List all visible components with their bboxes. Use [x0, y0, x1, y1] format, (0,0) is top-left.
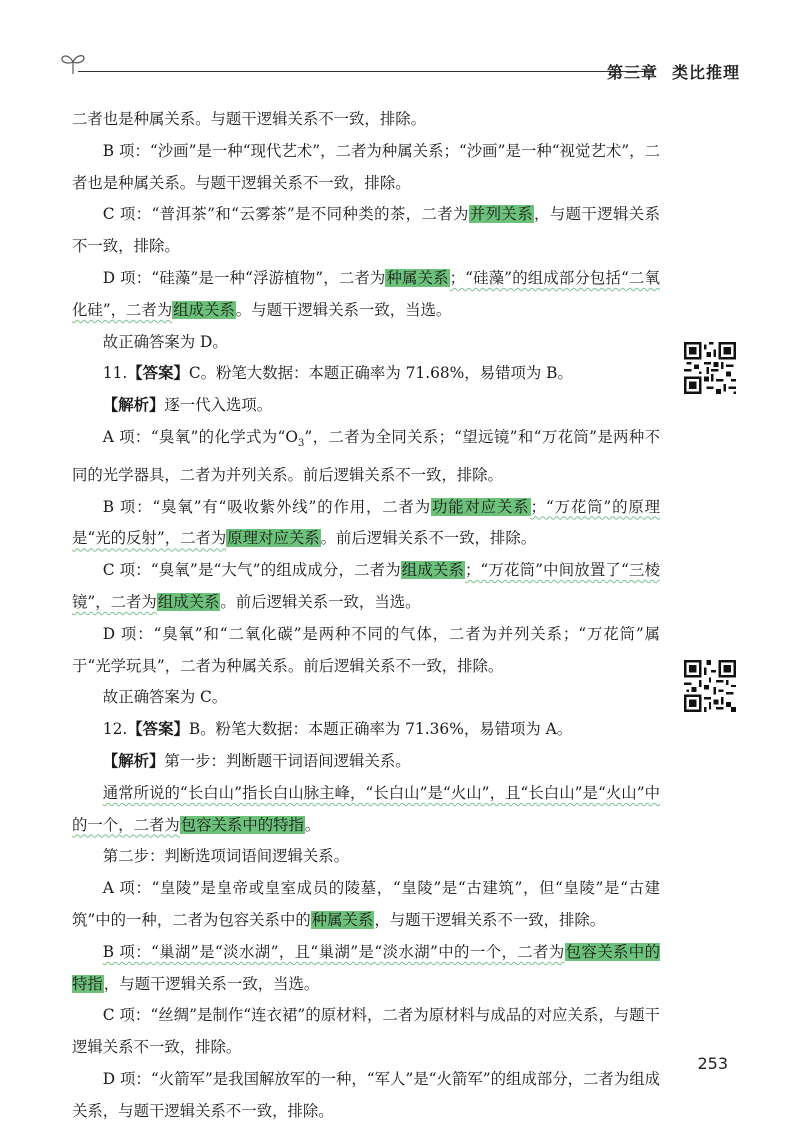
paragraph: C 项：“丝绸”是制作“连衣裙”的原材料，二者为原材料与成品的对应关系，与题干逻辑关系不一致，排除。: [72, 1006, 660, 1057]
highlight: 组成关系: [401, 561, 465, 580]
paragraph: 通常所说的“长白山”指长白山脉主峰，“长白山”是“火山”，且“长白山”是“火山”中的一个，二者为包容关系中的特指。: [72, 783, 660, 834]
page-number: 253: [697, 1054, 728, 1073]
paragraph: B 项：“沙画”是一种“现代艺术”，二者为种属关系；“沙画”是一种“视觉艺术”，二者也是种属关系。与题干逻辑关系不一致，排除。: [72, 141, 660, 192]
highlight: 功能对应关系: [432, 497, 530, 516]
answer-line: 12.【答案】B。粉笔大数据：本题正确率为 71.36%，易错项为 A。: [102, 720, 573, 739]
highlight: 原理对应关系: [227, 529, 320, 548]
paragraph: D 项：“臭氧”和“二氧化碳”是两种不同的气体，二者为并列关系；“万花筒”属于“光学玩具”，二者为种属关系。前后逻辑关系不一致，排除。: [72, 624, 660, 675]
paragraph: B 项：“巢湖”是“淡水湖”，且“巢湖”是“淡水湖”中的一个，二者为包容关系中的特指，与题干逻辑关系一致，当选。: [72, 942, 660, 993]
analysis-label: 【解析】: [102, 396, 165, 415]
paragraph: C 项：“臭氧”是“大气”的组成成分，二者为组成关系；“万花筒”中间放置了“三棱镜”，二者为组成关系。前后逻辑关系一致，当选。: [72, 561, 660, 612]
answer-line: 11.【答案】C。粉笔大数据：本题正确率为 71.68%，易错项为 B。: [102, 364, 573, 383]
highlight: 种属关系: [311, 911, 374, 929]
highlight: 并列关系: [469, 205, 534, 224]
paragraph: 第二步：判断选项词语间逻辑关系。: [102, 847, 350, 866]
answer-label: 【答案】: [127, 720, 189, 739]
chapter-name: 类比推理: [671, 63, 740, 82]
paragraph: A 项：“皇陵”是皇帝或皇室成员的陵墓，“皇陵”是“古建筑”，但“皇陵”是“古建筑”中的一种，二者为包容关系中的种属关系，与题干逻辑关系不一致，排除。: [72, 879, 660, 929]
sprout-icon: [60, 50, 86, 76]
paragraph: C 项：“普洱茶”和“云雾茶”是不同种类的茶，二者为并列关系，与题干逻辑关系不一致，排除。: [72, 205, 660, 256]
analysis-line: 【解析】逐一代入选项。: [102, 396, 273, 415]
paragraph: D 项：“火箭军”是我国解放军的一种，“军人”是“火箭军”的组成部分，二者为组成关系，与题干逻辑关系不一致，排除。: [72, 1069, 660, 1120]
highlight: 包容关系中的特指: [72, 942, 660, 993]
paragraph: 二者也是种属关系。与题干逻辑关系不一致，排除。: [72, 110, 426, 128]
highlight: 种属关系: [386, 268, 449, 287]
paragraph: A 项：“臭氧”的化学式为“$O_3$”，二者为全同关系；“望远镜”和“万花筒”是两种不同的光学器具，二者为并列关系。前后逻辑关系不一致，排除。: [72, 427, 661, 484]
chapter-title: [607, 60, 740, 83]
analysis-label: 【解析】: [102, 752, 165, 771]
qr-code-icon[interactable]: [684, 342, 736, 394]
highlight: 组成关系: [157, 593, 220, 612]
highlight: 包容关系中的特指: [180, 815, 304, 834]
paragraph: B 项：“臭氧”有“吸收紫外线”的作用，二者为功能对应关系；“万花筒”的原理是“光的反射”，二者为原理对应关系。前后逻辑关系不一致，排除。: [72, 497, 660, 548]
paragraph: 故正确答案为 D。: [102, 332, 228, 351]
qr-code-icon[interactable]: [684, 660, 736, 712]
page-body: [72, 104, 660, 1128]
header-rule: [78, 71, 653, 72]
paragraph: 故正确答案为 C。: [102, 688, 228, 707]
analysis-line: 【解析】第一步：判断题干词语间逻辑关系。: [102, 752, 411, 771]
paragraph: D 项：“硅藻”是一种“浮游植物”，二者为种属关系；“硅藻”的组成部分包括“二氧化硅”，二者为组成关系。与题干逻辑关系一致，当选。: [72, 268, 660, 319]
page-header: [60, 44, 740, 84]
answer-label: 【答案】: [127, 364, 189, 383]
chapter-number: 第三章: [606, 63, 658, 82]
highlight: 组成关系: [173, 300, 235, 319]
